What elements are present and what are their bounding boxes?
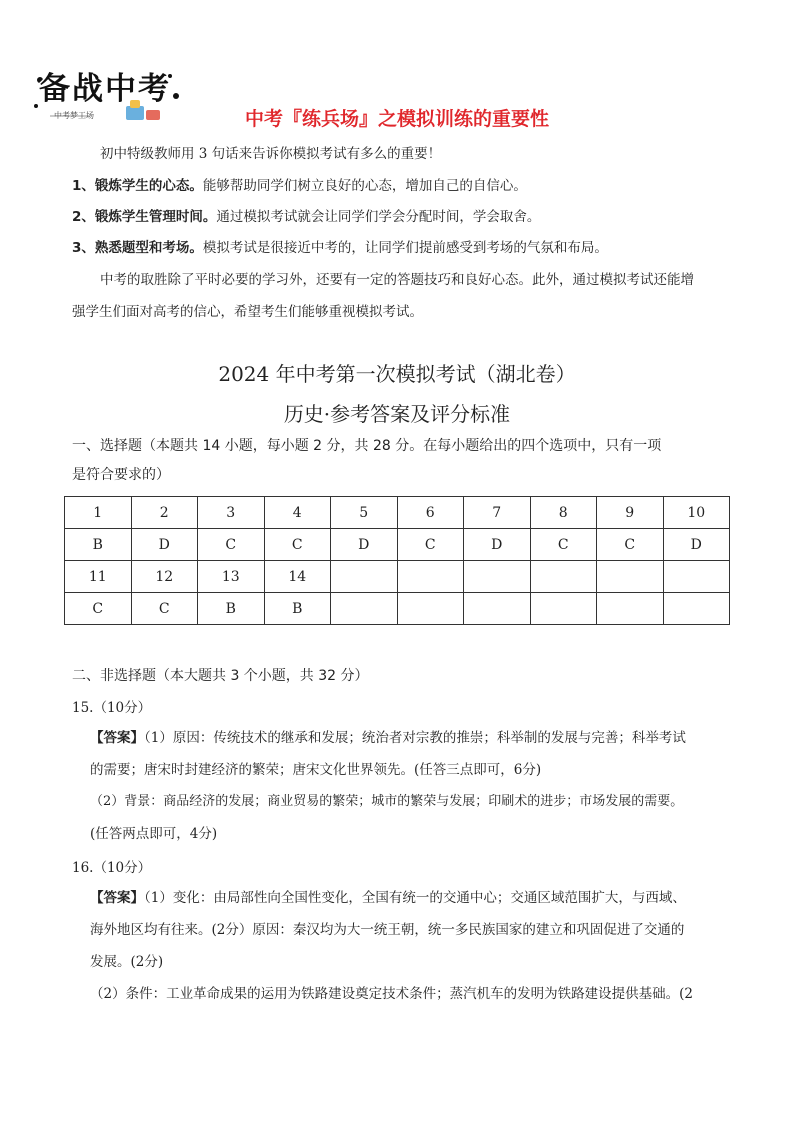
table-cell: 6 [397, 497, 464, 529]
q15-answer [90, 722, 740, 850]
table-cell [663, 593, 730, 625]
intro-point-3-bold: 3、熟悉题型和考场。 [72, 240, 203, 256]
table-cell: C [198, 529, 265, 561]
section2-heading: 二、非选择题（本大题共 3 个小题，共 32 分） [72, 668, 369, 684]
table-cell: 10 [663, 497, 730, 529]
table-cell: 14 [264, 561, 331, 593]
table-cell [331, 593, 398, 625]
table-cell: D [131, 529, 198, 561]
table-cell: D [663, 529, 730, 561]
table-row [65, 529, 730, 561]
logo-tagline: 中考梦工场 [54, 111, 94, 120]
intro-point-3 [72, 238, 732, 258]
table-cell [397, 593, 464, 625]
q16-line-2: 海外地区均有往来。(2分）原因：秦汉均为大一统王朝，统一多民族国家的建立和巩固促进了交通的 [90, 922, 685, 938]
intro-point-3-text: 模拟考试是很接近中考的，让同学们提前感受到考场的气氛和布局。 [202, 240, 608, 256]
q15-line-3: （2）背景：商品经济的发展；商业贸易的繁荣；城市的繁荣与发展；印刷术的进步；市场发展的需要。 [90, 794, 684, 809]
table-cell [597, 593, 664, 625]
table-cell [464, 561, 531, 593]
table-cell: 11 [65, 561, 132, 593]
table-row [65, 593, 730, 625]
intro-point-1-bold: 1、锻炼学生的心态。 [72, 178, 203, 194]
table-cell [597, 561, 664, 593]
intro-lead: 初中特级教师用 3 句话来告诉你模拟考试有多么的重要！ [100, 146, 442, 162]
table-cell [331, 561, 398, 593]
table-cell: C [65, 593, 132, 625]
table-row [65, 561, 730, 593]
answer-table [64, 496, 730, 625]
table-cell [464, 593, 531, 625]
logo-text: 备战中考 [39, 71, 171, 107]
table-row [65, 497, 730, 529]
q15-line-4: (任答两点即可，4分) [90, 826, 218, 842]
exam-subtitle: 历史·参考答案及评分标准 [283, 402, 511, 426]
intro-point-2-text: 通过模拟考试就会让同学们学会分配时间，学会取舍。 [216, 209, 541, 225]
table-cell: B [198, 593, 265, 625]
q16-line-1-text: （1）变化：由局部性向全国性变化，全国有统一的交通中心；交通区域范围扩大，与西域、 [144, 890, 686, 906]
table-cell: 12 [131, 561, 198, 593]
table-cell: 4 [264, 497, 331, 529]
intro-closing-2: 强学生们面对高考的信心，希望考生们能够重视模拟考试。 [72, 304, 423, 320]
table-cell: C [264, 529, 331, 561]
intro-point-2 [72, 207, 732, 227]
q16-line-3: 发展。(2分) [90, 954, 164, 970]
exam-title: 2024 年中考第一次模拟考试（湖北卷） [218, 362, 576, 386]
table-cell: 7 [464, 497, 531, 529]
intro-closing-1: 中考的取胜除了平时必要的学习外，还要有一定的答题技巧和良好心态。此外，通过模拟考试还能增 [100, 272, 694, 288]
section1-line2: 是符合要求的） [72, 467, 170, 483]
q16-line-4: （2）条件：工业革命成果的运用为铁路建设奠定技术条件；蒸汽机车的发明为铁路建设提供基础。(2 [90, 986, 693, 1002]
intro-point-2-bold: 2、锻炼学生管理时间。 [72, 209, 217, 225]
table-cell [663, 561, 730, 593]
q15-line-1 [90, 722, 740, 754]
table-cell: 1 [65, 497, 132, 529]
banner-heading: 中考『练兵场』之模拟训练的重要性 [244, 108, 549, 130]
answer-tag: 【答案】 [90, 730, 144, 746]
table-cell: 9 [597, 497, 664, 529]
answer-tag: 【答案】 [90, 890, 144, 906]
q16-line-1 [90, 882, 740, 914]
table-cell: D [464, 529, 531, 561]
table-cell: B [264, 593, 331, 625]
table-cell: C [530, 529, 597, 561]
table-cell: 8 [530, 497, 597, 529]
table-cell: 3 [198, 497, 265, 529]
table-cell [397, 561, 464, 593]
table-cell: 5 [331, 497, 398, 529]
table-cell: 13 [198, 561, 265, 593]
intro-point-1 [72, 176, 732, 196]
table-cell: B [65, 529, 132, 561]
table-cell [530, 561, 597, 593]
q16-answer [90, 882, 740, 1010]
table-cell: C [597, 529, 664, 561]
intro-point-1-text: 能够帮助同学们树立良好的心态，增加自己的自信心。 [202, 178, 527, 194]
table-cell: 2 [131, 497, 198, 529]
section1-line1: 一、选择题（本题共 14 小题，每小题 2 分，共 28 分。在每小题给出的四个选项中，只有一项 [72, 438, 662, 454]
q15-line-2: 的需要；唐宋时封建经济的繁荣；唐宋文化世界领先。(任答三点即可，6分) [90, 762, 542, 778]
table-cell: C [397, 529, 464, 561]
table-cell: C [131, 593, 198, 625]
q15-label: 15.（10分） [72, 700, 152, 716]
table-cell [530, 593, 597, 625]
q15-line-1-text: （1）原因：传统技术的继承和发展；统治者对宗教的推崇；科举制的发展与完善；科举考试 [144, 730, 686, 746]
table-cell: D [331, 529, 398, 561]
q16-label: 16.（10分） [72, 860, 152, 876]
